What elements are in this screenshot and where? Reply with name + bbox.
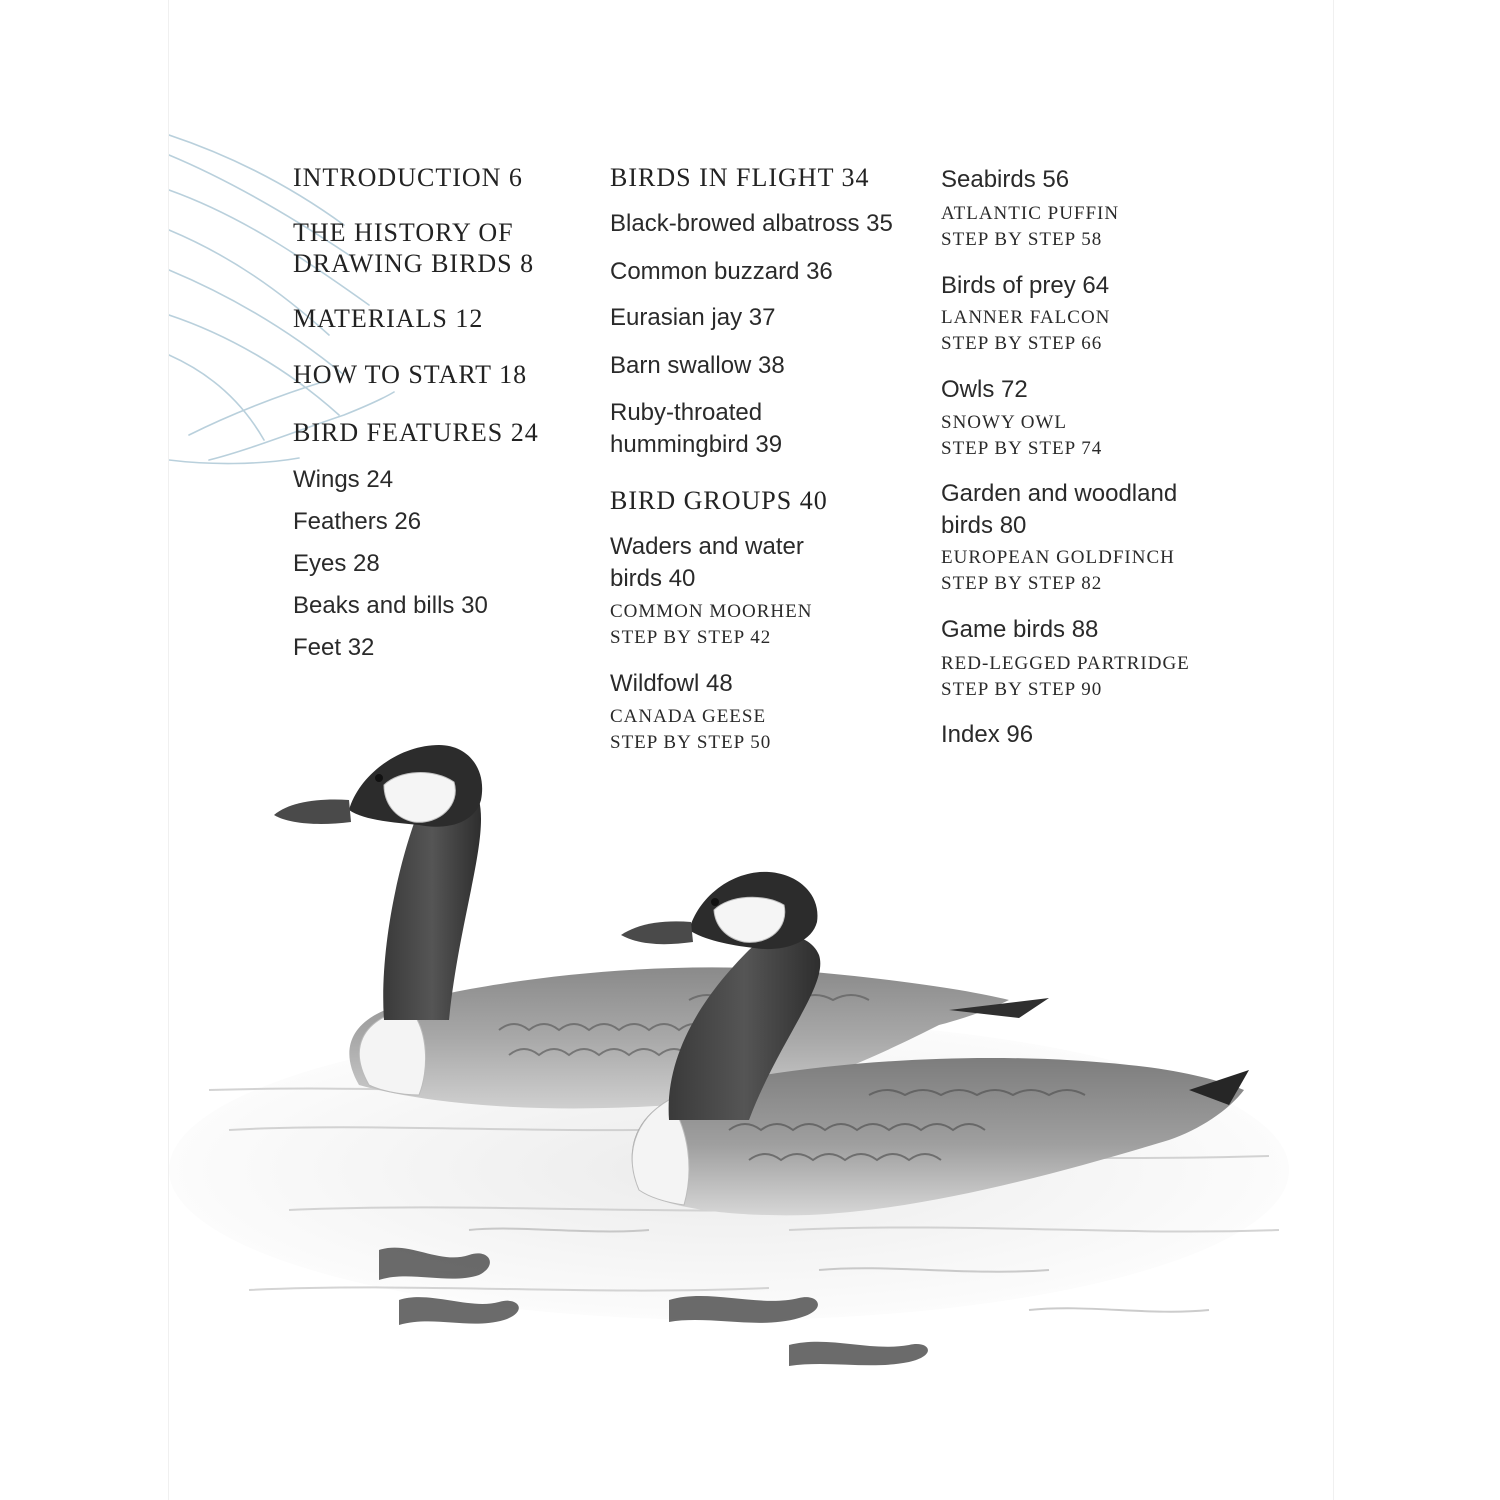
toc-entry-line: COMMON MOORHEN bbox=[610, 601, 813, 622]
toc-entry-label: Eyes 28 bbox=[293, 550, 380, 577]
toc-entry-line: RED-LEGGED PARTRIDGE bbox=[941, 653, 1190, 674]
toc-entry-label: Owls 72 bbox=[941, 376, 1028, 403]
toc-entry-eyes[interactable] bbox=[293, 548, 380, 580]
toc-entry-line: Waders and water bbox=[610, 533, 804, 560]
toc-entry-label: HOW TO START 18 bbox=[293, 360, 528, 389]
toc-entry-snowy-owl-step-by-step[interactable] bbox=[941, 410, 1102, 462]
toc-entry-label: Eurasian jay 37 bbox=[610, 304, 776, 331]
toc-entry-label: Black-browed albatross 35 bbox=[610, 210, 893, 237]
toc-entry-label: BIRDS IN FLIGHT 34 bbox=[610, 163, 870, 192]
toc-entry-beaks-and-bills[interactable] bbox=[293, 590, 488, 622]
toc-entry-line: STEP BY STEP 90 bbox=[941, 679, 1103, 700]
toc-entry-line: EUROPEAN GOLDFINCH bbox=[941, 547, 1175, 568]
toc-entry-line: birds 40 bbox=[610, 565, 696, 592]
toc-entry-label: Wings 24 bbox=[293, 466, 394, 493]
toc-entry-label: Birds of prey 64 bbox=[941, 272, 1110, 299]
toc-entry-label: Feathers 26 bbox=[293, 508, 422, 535]
toc-entry-label: Seabirds 56 bbox=[941, 166, 1070, 193]
toc-entry-bird-groups[interactable] bbox=[610, 485, 828, 516]
toc-entry-line: STEP BY STEP 50 bbox=[610, 732, 772, 753]
toc-entry-line: STEP BY STEP 42 bbox=[610, 627, 772, 648]
toc-entry-european-goldfinch-step-by-step[interactable] bbox=[941, 545, 1175, 597]
toc-entry-label: MATERIALS 12 bbox=[293, 304, 484, 333]
toc-entry-label: Wildfowl 48 bbox=[610, 670, 733, 697]
toc-entry-ruby-throated-hummingbird[interactable] bbox=[610, 397, 782, 461]
toc-entry-line: STEP BY STEP 58 bbox=[941, 229, 1103, 250]
toc-entry-birds-in-flight[interactable] bbox=[610, 162, 869, 193]
toc-entry-label: Barn swallow 38 bbox=[610, 352, 785, 379]
toc-entry-common-moorhen-step-by-step[interactable] bbox=[610, 599, 812, 651]
toc-entry-line: birds 80 bbox=[941, 512, 1027, 539]
toc-entry-label: BIRD GROUPS 40 bbox=[610, 486, 828, 515]
toc-entry-line: CANADA GEESE bbox=[610, 706, 767, 727]
toc-entry-label: BIRD FEATURES 24 bbox=[293, 418, 539, 447]
toc-entry-owls[interactable] bbox=[941, 374, 1028, 406]
toc-entry-label: Common buzzard 36 bbox=[610, 258, 833, 285]
toc-entry-line: DRAWING BIRDS 8 bbox=[293, 249, 535, 278]
toc-entry-seabirds[interactable] bbox=[941, 164, 1069, 196]
toc-entry-bird-features[interactable] bbox=[293, 417, 539, 448]
toc-entry-barn-swallow[interactable] bbox=[610, 350, 785, 382]
toc-entry-garden-and-woodland-birds[interactable] bbox=[941, 478, 1177, 542]
toc-entry-line: ATLANTIC PUFFIN bbox=[941, 203, 1120, 224]
toc-entry-line: LANNER FALCON bbox=[941, 307, 1111, 328]
toc-entry-label: Index 96 bbox=[941, 721, 1034, 748]
toc-entry-eurasian-jay[interactable] bbox=[610, 302, 775, 334]
canada-geese-illustration bbox=[169, 690, 1333, 1410]
toc-entry-introduction[interactable] bbox=[293, 162, 523, 193]
toc-entry-line: hummingbird 39 bbox=[610, 431, 783, 458]
toc-entry-line: STEP BY STEP 74 bbox=[941, 438, 1103, 459]
toc-entry-waders-and-water-birds[interactable] bbox=[610, 531, 804, 595]
toc-entry-history-of-drawing-birds[interactable] bbox=[293, 217, 534, 279]
toc-entry-how-to-start[interactable] bbox=[293, 359, 527, 390]
toc-entry-feet[interactable] bbox=[293, 632, 374, 664]
toc-entry-line: STEP BY STEP 66 bbox=[941, 333, 1103, 354]
toc-entry-wings[interactable] bbox=[293, 464, 393, 496]
toc-entry-label: Beaks and bills 30 bbox=[293, 592, 488, 619]
toc-entry-label: INTRODUCTION 6 bbox=[293, 163, 523, 192]
toc-entry-line: THE HISTORY OF bbox=[293, 218, 514, 247]
toc-entry-feathers[interactable] bbox=[293, 506, 421, 538]
toc-entry-atlantic-puffin-step-by-step[interactable] bbox=[941, 201, 1119, 253]
toc-entry-line: Ruby-throated bbox=[610, 399, 763, 426]
book-page bbox=[168, 0, 1334, 1500]
toc-entry-lanner-falcon-step-by-step[interactable] bbox=[941, 305, 1110, 357]
toc-entry-line: Garden and woodland bbox=[941, 480, 1178, 507]
toc-entry-materials[interactable] bbox=[293, 303, 483, 334]
toc-entry-game-birds[interactable] bbox=[941, 614, 1098, 646]
toc-entry-line: SNOWY OWL bbox=[941, 412, 1067, 433]
toc-entry-black-browed-albatross[interactable] bbox=[610, 208, 893, 240]
toc-entry-label: Feet 32 bbox=[293, 634, 375, 661]
toc-entry-common-buzzard[interactable] bbox=[610, 256, 833, 288]
toc-entry-line: STEP BY STEP 82 bbox=[941, 573, 1103, 594]
toc-entry-label: Game birds 88 bbox=[941, 616, 1099, 643]
toc-entry-birds-of-prey[interactable] bbox=[941, 270, 1109, 302]
